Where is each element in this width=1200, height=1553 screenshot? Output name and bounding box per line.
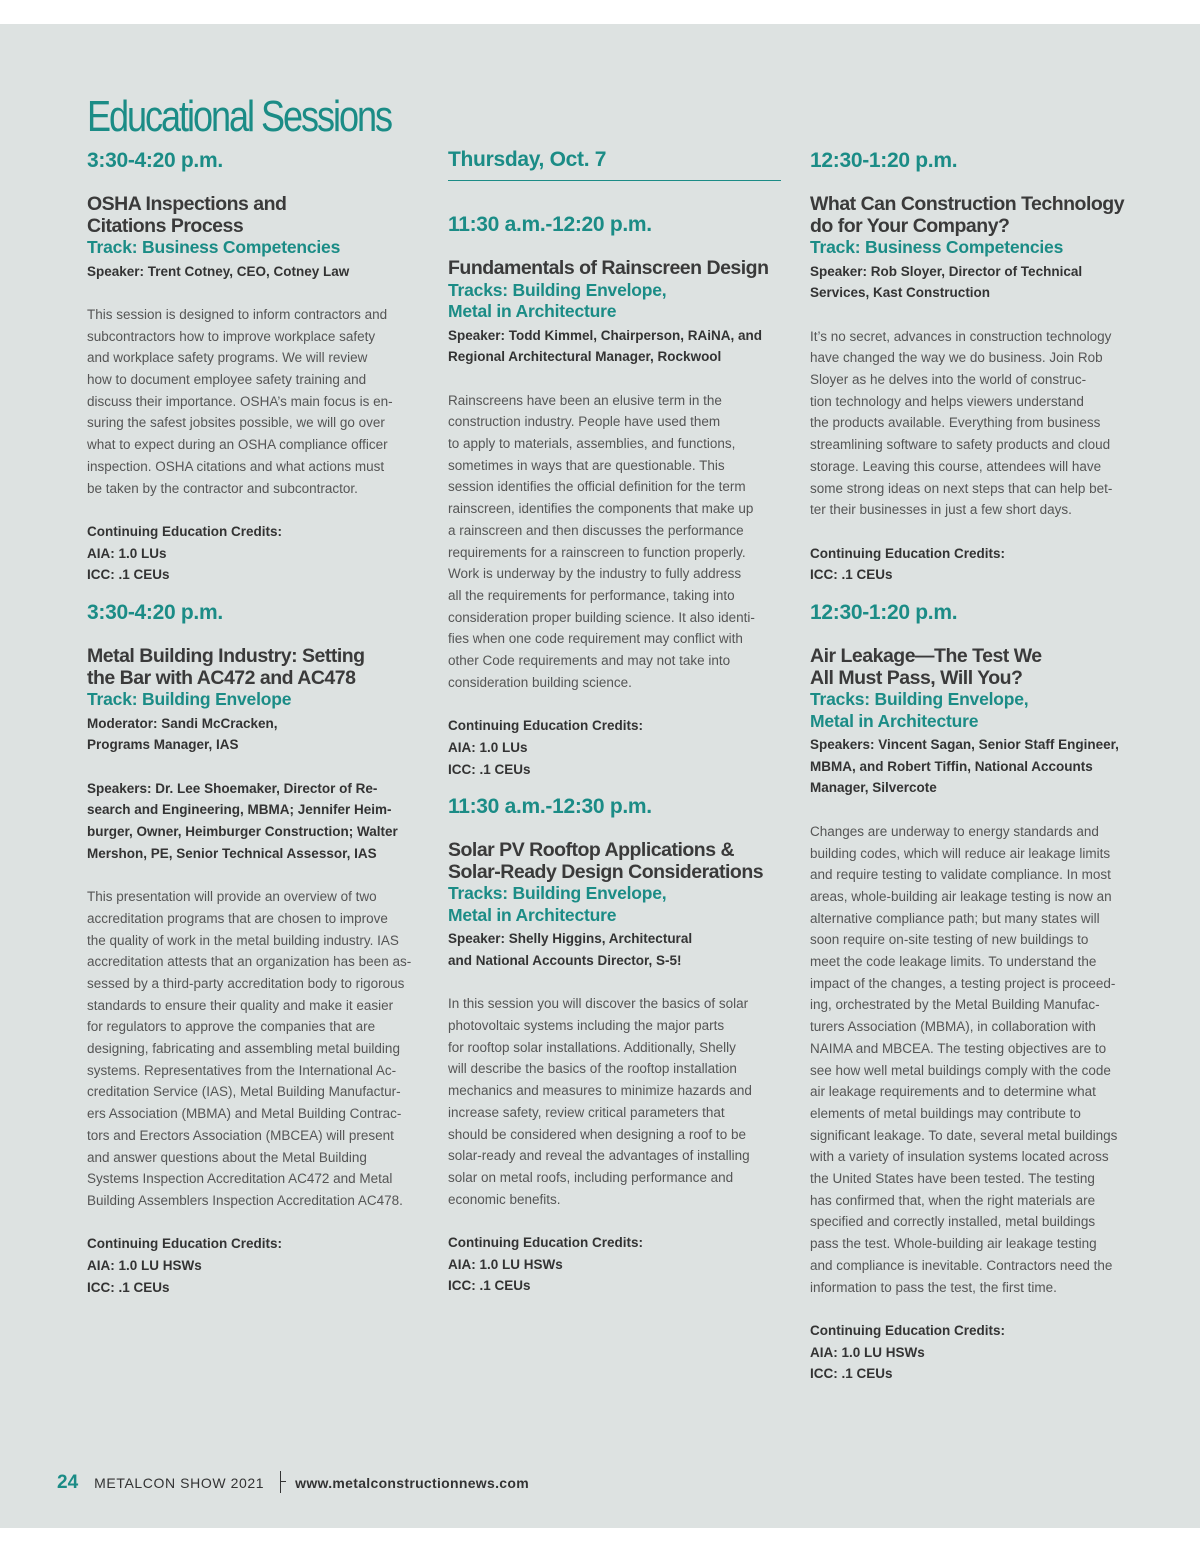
credit-line: AIA: 1.0 LU HSWs <box>448 1256 563 1272</box>
description-line: designing, fabricating and assembling metal building <box>87 1041 400 1057</box>
session-track-line: Tracks: Building Envelope, <box>810 689 1029 710</box>
session-speaker <box>810 734 1145 799</box>
education-credits <box>87 1233 422 1298</box>
description-line: ing, orchestrated by the Metal Building Manufac- <box>810 997 1100 1013</box>
description-line: air leakage requirements and to determine what <box>810 1084 1096 1100</box>
session-title <box>810 646 1145 689</box>
description-line: Building Assemblers Inspection Accreditation AC478. <box>87 1192 403 1208</box>
description-line: Changes are underway to energy standards and <box>810 823 1099 839</box>
description-line: increase safety, review critical parameters that <box>448 1104 725 1120</box>
session-track-line: Track: Building Envelope <box>87 689 292 710</box>
session-time: 11:30 a.m.-12:20 p.m. <box>448 213 652 236</box>
column-2 <box>448 148 783 1311</box>
credit-line: Continuing Education Credits: <box>810 545 1005 561</box>
credit-line: AIA: 1.0 LUs <box>448 739 528 755</box>
spacer <box>448 181 783 212</box>
description-line: fies when one code requirement may conflict with <box>448 631 743 647</box>
credit-line: ICC: .1 CEUs <box>810 1366 893 1382</box>
column-1 <box>87 148 422 1312</box>
description-line: turers Association (MBMA), in collaboration with <box>810 1019 1096 1035</box>
session-block <box>810 148 1145 586</box>
page-number: 24 <box>57 1472 79 1493</box>
session-title-line: All Must Pass, Will You? <box>810 666 1023 689</box>
day-heading: Thursday, Oct. 7 <box>448 148 781 181</box>
description-line: the quality of work in the metal building industry. IAS <box>87 932 399 948</box>
description-line: soon require on-site testing of new buildings to <box>810 932 1089 948</box>
description-line: meet the code leakage limits. To understand the <box>810 954 1097 970</box>
description-line: some strong ideas on next steps that can help bet- <box>810 480 1113 496</box>
session-speaker <box>87 778 422 865</box>
description-line: ter their businesses in just a few short days. <box>810 502 1072 518</box>
description-line: economic benefits. <box>448 1191 561 1207</box>
description-line: discuss their importance. OSHA’s main focus is en- <box>87 393 393 409</box>
description-line: tors and Erectors Association (MBCEA) will present <box>87 1127 394 1143</box>
session-description <box>448 390 783 694</box>
session-title <box>810 194 1145 237</box>
description-line: with a variety of insulation systems located across <box>810 1149 1109 1165</box>
session-title <box>87 646 422 689</box>
description-line: and require testing to validate compliance. In most <box>810 867 1111 883</box>
session-track-line: Metal in Architecture <box>448 904 617 925</box>
credit-line: ICC: .1 CEUs <box>87 567 170 583</box>
session-speaker <box>448 325 783 368</box>
speaker-line: Mershon, PE, Senior Technical Assessor, IAS <box>87 845 377 861</box>
website-url: www.metalconstructionnews.com <box>295 1475 529 1491</box>
speaker-line: Manager, Silvercote <box>810 780 937 796</box>
description-line: and workplace safety programs. We will review <box>87 350 368 366</box>
education-credits <box>810 1320 1145 1385</box>
credit-line: ICC: .1 CEUs <box>448 761 531 777</box>
description-line: Work is underway by the industry to fully address <box>448 566 742 582</box>
session-track-line: Tracks: Building Envelope, <box>448 883 667 904</box>
session-block <box>448 794 783 1297</box>
session-title <box>87 194 422 237</box>
session-speaker <box>810 261 1145 304</box>
credit-line: ICC: .1 CEUs <box>810 567 893 583</box>
description-line: how to document employee safety training and <box>87 372 367 387</box>
session-time: 3:30-4:20 p.m. <box>87 601 223 625</box>
description-line: a rainscreen and then discusses the performance <box>448 522 744 538</box>
session-title-line: Solar PV Rooftop Applications & <box>448 839 735 862</box>
description-line: In this session you will discover the basics of solar <box>448 996 749 1012</box>
session-track <box>448 883 783 926</box>
session-title-line: Citations Process <box>87 214 244 237</box>
description-line: building codes, which will reduce air leakage limits <box>810 845 1111 861</box>
credit-line: Continuing Education Credits: <box>87 1236 282 1252</box>
description-line: areas, whole-building air leakage testing is now an <box>810 888 1112 904</box>
description-line: session identifies the official definition for the term <box>448 479 746 495</box>
description-line: It’s no secret, advances in construction technology <box>810 328 1112 344</box>
speaker-line: search and Engineering, MBMA; Jennifer Heim- <box>87 802 392 818</box>
description-line: solar on metal roofs, including performance and <box>448 1169 734 1185</box>
session-track-line: Tracks: Building Envelope, <box>448 279 667 300</box>
description-line: and compliance is inevitable. Contractors need the <box>810 1257 1113 1273</box>
session-block <box>87 148 422 586</box>
description-line: have changed the way we do business. Join Rob <box>810 350 1103 366</box>
session-description <box>810 821 1145 1298</box>
description-line: standards to ensure their quality and make it easier <box>87 997 394 1013</box>
description-line: inspection. OSHA citations and what actions must <box>87 458 385 474</box>
credit-line: AIA: 1.0 LU HSWs <box>87 1258 202 1274</box>
speaker-line: Speaker: Rob Sloyer, Director of Technical <box>810 263 1083 279</box>
session-block <box>810 600 1145 1385</box>
session-track-line: Track: Business Competencies <box>810 237 1064 257</box>
session-time: 3:30-4:20 p.m. <box>87 149 223 172</box>
speaker-line: and National Accounts Director, S-5! <box>448 952 682 968</box>
description-line: other Code requirements and may not take into <box>448 653 731 669</box>
description-line: significant leakage. To date, several metal buildings <box>810 1127 1118 1143</box>
credit-line: AIA: 1.0 LU HSWs <box>810 1344 925 1360</box>
description-line: tion technology and helps viewers understand <box>810 393 1084 409</box>
session-block <box>87 600 422 1298</box>
description-line: consideration building science. <box>448 674 632 690</box>
description-line: This presentation will provide an overview of two <box>87 889 377 905</box>
description-line: accreditation attests that an organization has been as- <box>87 954 412 970</box>
session-description <box>810 326 1145 521</box>
description-line: be taken by the contractor and subcontractor. <box>87 480 358 496</box>
footer-divider <box>280 1471 281 1493</box>
description-line: will describe the basics of the rooftop installation <box>448 1061 737 1077</box>
credit-line: Continuing Education Credits: <box>448 1235 643 1251</box>
session-title-line: do for Your Company? <box>810 214 1010 237</box>
description-line: the United States have been tested. The testing <box>810 1171 1095 1187</box>
credit-line: ICC: .1 CEUs <box>87 1279 170 1295</box>
session-title <box>448 840 783 883</box>
description-line: information to pass the test, the first time. <box>810 1279 1057 1295</box>
speaker-line: Speaker: Todd Kimmel, Chairperson, RAiNA, and <box>448 327 763 343</box>
session-track <box>810 689 1145 732</box>
credit-line: Continuing Education Credits: <box>87 523 282 539</box>
description-line: consideration proper building science. It also identi- <box>448 609 755 625</box>
description-line: for rooftop solar installations. Additionally, Shelly <box>448 1039 736 1055</box>
description-line: ers Association (MBMA) and Metal Building Contrac- <box>87 1106 402 1122</box>
description-line: what to expect during an OSHA compliance officer <box>87 437 388 453</box>
description-line: all the requirements for performance, taking into <box>448 587 735 603</box>
speaker-line: burger, Owner, Heimburger Construction; Walter <box>87 824 398 840</box>
description-line: This session is designed to inform contractors and <box>87 306 388 322</box>
session-title-line: Fundamentals of Rainscreen Design <box>448 257 769 279</box>
education-credits <box>87 521 422 586</box>
description-line: subcontractors how to improve workplace safety <box>87 328 376 344</box>
credit-line: Continuing Education Credits: <box>810 1322 1005 1338</box>
description-line: pass the test. Whole-building air leakage testing <box>810 1236 1097 1252</box>
session-speaker <box>87 713 422 756</box>
description-line: has confirmed that, when the right materials are <box>810 1192 1096 1208</box>
session-track <box>87 689 422 711</box>
speaker-line: Regional Architectural Manager, Rockwool <box>448 349 722 365</box>
session-title-line: Solar-Ready Design Considerations <box>448 860 764 883</box>
description-line: NAIMA and MBCEA. The testing objectives are to <box>810 1040 1107 1056</box>
speaker-line: Services, Kast Construction <box>810 285 991 301</box>
session-title-line: What Can Construction Technology <box>810 193 1125 215</box>
description-line: construction industry. People have used them <box>448 414 721 430</box>
session-speaker <box>448 928 783 971</box>
description-line: Rainscreens have been an elusive term in the <box>448 392 722 408</box>
session-track <box>87 237 422 259</box>
session-title-line: the Bar with AC472 and AC478 <box>87 666 356 689</box>
description-line: storage. Leaving this course, attendees will have <box>810 458 1102 474</box>
magazine-name: METALCON SHOW 2021 <box>94 1475 265 1491</box>
session-track <box>448 280 783 323</box>
description-line: photovoltaic systems including the major parts <box>448 1018 725 1034</box>
description-line: should be considered when designing a roof to be <box>448 1126 746 1142</box>
description-line: Systems Inspection Accreditation AC472 and Metal <box>87 1171 393 1187</box>
page <box>0 24 1200 1528</box>
education-credits <box>448 1232 783 1297</box>
speaker-line: Speakers: Vincent Sagan, Senior Staff Engineer, <box>810 737 1119 753</box>
credit-line: Continuing Education Credits: <box>448 718 643 734</box>
description-line: the products available. Everything from business <box>810 415 1101 431</box>
credit-line: ICC: .1 CEUs <box>448 1278 531 1294</box>
description-line: systems. Representatives from the International Ac- <box>87 1062 397 1078</box>
session-time: 12:30-1:20 p.m. <box>810 601 958 625</box>
credit-line: AIA: 1.0 LUs <box>87 545 167 561</box>
description-line: requirements for a rainscreen to function properly. <box>448 544 746 560</box>
session-title-line: Air Leakage—The Test We <box>810 645 1042 668</box>
description-line: see how well metal buildings comply with the code <box>810 1062 1111 1078</box>
speaker-line: Speaker: Trent Cotney, CEO, Cotney Law <box>87 263 350 279</box>
description-line: impact of the changes, a testing project is proceed- <box>810 975 1116 991</box>
session-time: 11:30 a.m.-12:30 p.m. <box>448 795 652 819</box>
speaker-line: MBMA, and Robert Tiffin, National Accounts <box>810 758 1093 774</box>
speaker-line: Moderator: Sandi McCracken, <box>87 715 278 731</box>
description-line: rainscreen, identifies the components that make up <box>448 501 754 517</box>
description-line: streamlining software to safety products and cloud <box>810 437 1111 453</box>
description-line: specified and correctly installed, metal buildings <box>810 1214 1096 1230</box>
education-credits <box>810 543 1145 586</box>
page-footer <box>57 1472 529 1500</box>
description-line: for regulators to approve the companies that are <box>87 1019 376 1035</box>
education-credits <box>448 715 783 780</box>
session-title-line: Metal Building Industry: Setting <box>87 645 365 668</box>
session-track-line: Metal in Architecture <box>810 710 979 731</box>
session-title <box>448 258 783 280</box>
session-description <box>87 886 422 1212</box>
description-line: accreditation programs that are chosen to improve <box>87 910 388 926</box>
session-speaker <box>87 261 422 283</box>
description-line: to apply to materials, assemblies, and functions, <box>448 436 736 451</box>
description-line: creditation Service (IAS), Metal Building Manufactur- <box>87 1084 401 1100</box>
speaker-line: Speaker: Shelly Higgins, Architectural <box>448 931 693 947</box>
speaker-line: Programs Manager, IAS <box>87 737 239 753</box>
description-line: elements of metal buildings may contribute to <box>810 1105 1081 1121</box>
session-description <box>87 304 422 499</box>
session-time: 12:30-1:20 p.m. <box>810 149 958 172</box>
column-3 <box>810 148 1145 1399</box>
page-title: Educational Sessions <box>87 92 391 141</box>
description-line: and answer questions about the Metal Building <box>87 1149 367 1165</box>
session-description <box>448 993 783 1210</box>
session-track <box>810 237 1145 259</box>
session-track-line: Track: Business Competencies <box>87 237 341 257</box>
description-line: solar-ready and reveal the advantages of installing <box>448 1148 750 1164</box>
description-line: alternative compliance path; but many states will <box>810 910 1100 926</box>
description-line: Sloyer as he delves into the world of construc- <box>810 372 1087 387</box>
description-line: sessed by a third-party accreditation body to rigorous <box>87 975 405 991</box>
description-line: sometimes in ways that are questionable. This <box>448 457 725 473</box>
session-track-line: Metal in Architecture <box>448 301 617 321</box>
description-line: suring the safest jobsites possible, we will go over <box>87 415 385 431</box>
description-line: mechanics and measures to minimize hazards and <box>448 1083 752 1099</box>
session-title-line: OSHA Inspections and <box>87 193 287 215</box>
speaker-line: Speakers: Dr. Lee Shoemaker, Director of Re- <box>87 780 378 796</box>
session-block <box>448 212 783 780</box>
